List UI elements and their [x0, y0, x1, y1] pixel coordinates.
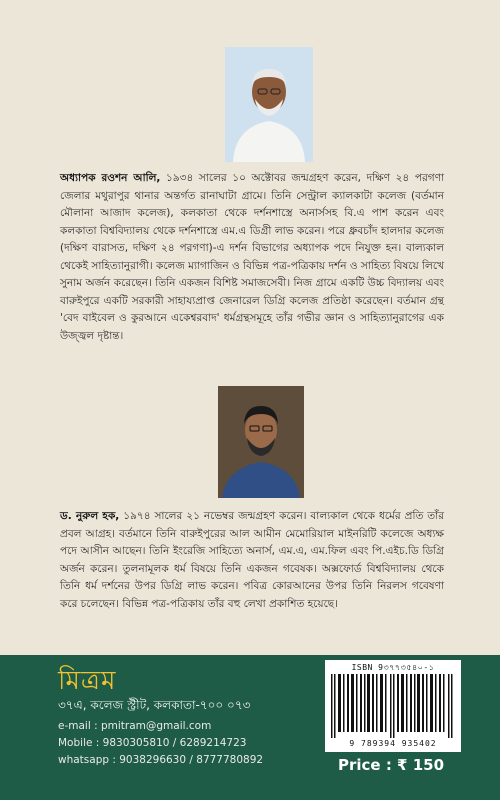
publisher-email: e-mail : pmitram@gmail.com [58, 720, 212, 732]
author1-photo [225, 47, 313, 162]
publisher-whatsapp: whatsapp : 9038296630 / 8777780892 [58, 754, 264, 766]
isbn-number: 9 789394 935402 [349, 739, 437, 748]
author1-bio-text: ১৯৩৪ সালের ১০ অক্টোবর জন্মগ্রহণ করেন, দক্ষিণ ২৪ পরগণা জেলার মথুরাপুর থানার অন্তর্গত রানাঘাটা গ্রামে। তিনি সেন্ট্রাল ক্যালকাটা কলেজ (বর্তমান মৌলানা আজাদ কলেজ), কলকাতা থেকে দর্শনশাস্ত্রে অনার্সসহ বি.এ পাশ করেন এবং কলকাতা বিশ্ববিদ্যালয় থেকে দর্শনশাস্ত্রে এম.এ ডিগ্রী লাভ করেন। পরে ধ্রুবচাঁদ হালদার কলেজ (দক্ষিণ বারাসত, দক্ষিণ ২৪ পরগণা)-এ দর্শন বিভাগের অধ্যাপক পদে নিযুক্ত হন। বাল্যকাল থেকেই সাহিত্যানুরাগী। কলেজ ম্যাগাজিন ও বিভিন্ন পত্র-পত্রিকায় দর্শন ও সাহিত্য বিষয়ে লিখে সুনাম অর্জন করেছেন। তিনি একজন বিশিষ্ট সমাজসেবী। নিজ গ্রামে একটি উচ্চ বিদ্যালয় এবং বারুইপুরে একটি সরকারী সাহায্যপ্রাপ্ত জেনারেল ডিগ্রি কলেজ প্রতিষ্ঠা করেছেন। বর্তমান গ্রন্থ 'বেদ বাইবেল ও কুরআনে একেশ্বরবাদ' ধর্মগ্রন্থসমূহে তাঁর গভীর জ্ঞান ও সাহিত্যানুরাগের এক উজ্জ্বল দৃষ্টান্ত। [60, 172, 444, 342]
publisher-logo: মিত্রম [58, 666, 117, 696]
isbn-barcode [325, 660, 461, 752]
author2-bio-paragraph [60, 508, 444, 613]
author2-name: ড. নুরুল হক, [60, 510, 120, 522]
publisher-mobile: Mobile : 9830305810 / 6289214723 [58, 737, 247, 749]
barcode-bars [331, 674, 455, 738]
publisher-address: ৩৭এ, কলেজ স্ট্রীট, কলকাতা-৭০০ ০৭৩ [58, 698, 251, 712]
author2-bio-text: ১৯৭৪ সালের ২১ নভেম্বর জন্মগ্রহণ করেন। বাল্যকাল থেকে ধর্মের প্রতি তাঁর প্রবল আগ্রহ। বর্তমানে তিনি বারুইপুরের আল আমীন মেমোরিয়াল মাইনরিটি কলেজে অধ্যক্ষ পদে আসীন আছেন। তিনি ইংরেজি সাহিত্যে অনার্স, এম.এ, এম.ফিল এবং পি.এইচ.ডি ডিগ্রি অর্জন করেন। তুলনামূলক ধর্ম বিষয়ে তিনি একজন গবেষক। অক্সফোর্ড বিশ্ববিদ্যালয় থেকে তিনি ধর্ম দর্শনের উপর ডিগ্রি লাভ করেন। পবিত্র কোরআনের উপর তিনি নিরলস গবেষণা করে চলেছেন। বিভিন্ন পত্র-পত্রিকায় তাঁর বহু লেখা প্রকাশিত হয়েছে। [60, 510, 445, 610]
author1-bio-paragraph [60, 170, 444, 345]
isbn-label: ISBN 9৩৭৭৩৫৪০-১ [351, 663, 435, 672]
author2-photo [218, 386, 304, 498]
author1-name: অধ্যাপক রওশন আলি, [60, 172, 161, 184]
price-label: Price : ₹ 150 [338, 756, 445, 774]
